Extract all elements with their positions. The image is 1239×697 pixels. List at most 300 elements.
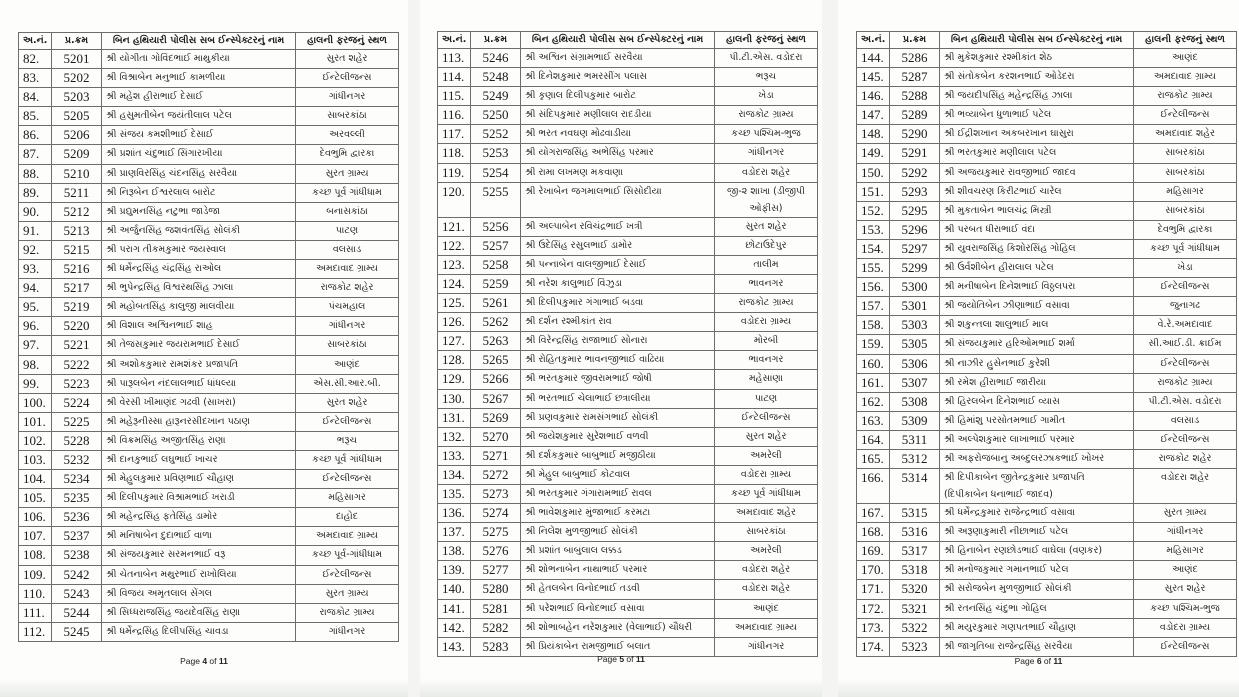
- table-row: [19, 450, 399, 469]
- order-code: 5281: [471, 599, 521, 618]
- posting-location: પાટણ: [296, 221, 399, 240]
- serial-number: 104.: [19, 470, 52, 489]
- table-row: [19, 546, 399, 565]
- table-row: [857, 561, 1237, 580]
- officer-name: શ્રી સંજયકુમાર સરમનભાઈ વરૂ: [102, 546, 296, 565]
- serial-number: 84.: [19, 88, 52, 107]
- col-header-posting: હાલની ફરજનું સ્થળ: [715, 32, 818, 49]
- serial-number: 156.: [857, 278, 890, 297]
- officer-name: શ્રી હેતલબેન વિનોદભાઈ તડવી: [521, 580, 715, 599]
- officer-name: શ્રી ભરતકુમાર ગંગારામભાઈ રાવલ: [521, 484, 715, 503]
- posting-location: અમરેલી: [715, 542, 818, 561]
- order-code: 5244: [52, 603, 102, 622]
- serial-number: 168.: [857, 523, 890, 542]
- table-row: [857, 144, 1237, 163]
- posting-location: રાજકોટ ગ્રામ્ય: [1134, 373, 1237, 392]
- serial-number: 112.: [19, 622, 52, 641]
- posting-location: સાબરકાંઠા: [296, 107, 399, 126]
- table-row: [857, 297, 1237, 316]
- posting-location: સાબરકાંઠા: [715, 523, 818, 542]
- serial-number: 107.: [19, 527, 52, 546]
- officer-name: શ્રી યુવરાજસિંહ કિશોરસિંહ ગોહિલ: [940, 239, 1134, 258]
- serial-number: 170.: [857, 561, 890, 580]
- order-code: 5261: [471, 294, 521, 313]
- serial-number: 142.: [438, 618, 471, 637]
- order-code: 5288: [890, 87, 940, 106]
- officer-table: [856, 31, 1237, 657]
- table-row: [857, 68, 1237, 87]
- serial-number: 95.: [19, 298, 52, 317]
- order-code: 5223: [52, 374, 102, 393]
- officer-name: શ્રી યોગીતા ગોવિંદભાઈ માથુકીયા: [102, 50, 296, 69]
- table-row: [19, 107, 399, 126]
- table-row: [857, 504, 1237, 523]
- table-row: [19, 50, 399, 69]
- posting-location: સાબરકાંઠા: [1134, 144, 1237, 163]
- document-page-5: [420, 0, 822, 697]
- officer-name: શ્રી ભરતકુમાર મણીલાલ પટેલ: [940, 144, 1134, 163]
- officer-name: શ્રી મહેરૂનીસ્સા હારૂનરસીદખાન પઠાણ: [102, 412, 296, 431]
- table-row: [19, 527, 399, 546]
- order-code: 5289: [890, 106, 940, 125]
- order-code: 5246: [471, 49, 521, 68]
- officer-name: શ્રી વિશાલ અશ્વિનભાઈ શાહ: [102, 317, 296, 336]
- order-code: 5201: [52, 50, 102, 69]
- serial-number: 135.: [438, 484, 471, 503]
- footer-total-pages: 11: [635, 654, 645, 664]
- table-row: [857, 637, 1237, 656]
- posting-location: ઈન્ટેલીજન્સ: [715, 408, 818, 427]
- serial-number: 109.: [19, 565, 52, 584]
- posting-location: ગાંધીનગર: [715, 144, 818, 163]
- order-code: 5219: [52, 298, 102, 317]
- footer-prefix: Page: [1014, 656, 1037, 666]
- order-code: 5277: [471, 561, 521, 580]
- order-code: 5272: [471, 465, 521, 484]
- order-code: 5305: [890, 335, 940, 354]
- posting-location: ઈન્ટેલીજન્સ: [1134, 106, 1237, 125]
- table-row: [438, 87, 818, 106]
- officer-name: શ્રી ભરતભાઈ ચેલાભાઈ છત્રાલીયા: [521, 389, 715, 408]
- posting-location: ભરૂચ: [715, 68, 818, 87]
- posting-location: સુરત શહેર: [296, 50, 399, 69]
- posting-location: અમદાવાદ ગ્રામ્ય: [296, 527, 399, 546]
- posting-location: સુરત ગ્રામ્ય: [296, 584, 399, 603]
- col-header-name: બિન હથિયારી પોલીસ સબ ઈન્સ્પેક્ટરનું નામ: [521, 32, 715, 49]
- posting-location: ઈન્ટેલીજન્સ: [1134, 637, 1237, 656]
- table-row: [438, 408, 818, 427]
- posting-location: રાજકોટ ગ્રામ્ય: [715, 106, 818, 125]
- table-row: [857, 87, 1237, 106]
- order-code: 5253: [471, 144, 521, 163]
- posting-location: રાજકોટ ગ્રામ્ય: [1134, 87, 1237, 106]
- serial-number: 86.: [19, 126, 52, 145]
- order-code: 5259: [471, 274, 521, 293]
- officer-name: શ્રી નિરૂબેન ઈશ્વરલાલ બારોટ: [102, 183, 296, 202]
- serial-number: 83.: [19, 69, 52, 88]
- order-code: 5267: [471, 389, 521, 408]
- order-code: 5299: [890, 259, 940, 278]
- order-code: 5269: [471, 408, 521, 427]
- posting-location: કચ્છ પશ્ચિમ-ભુજ: [715, 125, 818, 144]
- order-code: 5317: [890, 542, 940, 561]
- posting-location: સુરત શહેર: [296, 393, 399, 412]
- serial-number: 90.: [19, 202, 52, 221]
- serial-number: 148.: [857, 125, 890, 144]
- order-code: 5271: [471, 446, 521, 465]
- officer-name: શ્રી હિરલબેન દિનેશભાઈ વ્યાસ: [940, 392, 1134, 411]
- serial-number: 167.: [857, 504, 890, 523]
- posting-location: અમદાવાદ ગ્રામ્ય: [296, 260, 399, 279]
- officer-name: શ્રી મહોબતસિંહ કાલુજી માલવીયા: [102, 298, 296, 317]
- table-row: [438, 542, 818, 561]
- order-code: 5215: [52, 240, 102, 259]
- order-code: 5249: [471, 87, 521, 106]
- table-row: [19, 183, 399, 202]
- table-row: [438, 274, 818, 293]
- order-code: 5323: [890, 637, 940, 656]
- officer-name: શ્રી અલ્પેશકુમાર લાખાભાઈ પરમાર: [940, 430, 1134, 449]
- officer-name: શ્રી પ્રિયંકાબેન રામજીભાઈ બલાત: [521, 637, 715, 656]
- posting-location: ઈન્ટેલીજન્સ: [296, 565, 399, 584]
- posting-location: અમદાવાદ ગ્રામ્ય: [1134, 68, 1237, 87]
- order-code: 5258: [471, 255, 521, 274]
- officer-name: શ્રી મુકતાબેન ભાલચંદ્ર મિસ્ત્રી: [940, 201, 1134, 220]
- order-code: 5321: [890, 599, 940, 618]
- officer-name: શ્રી પરેશભાઈ વિનોદભાઈ વસાવા: [521, 599, 715, 618]
- serial-number: 92.: [19, 240, 52, 259]
- table-row: [438, 144, 818, 163]
- posting-location: સુરત શહેર: [715, 217, 818, 236]
- order-code: 5322: [890, 618, 940, 637]
- serial-number: 123.: [438, 255, 471, 274]
- officer-name: શ્રી અશ્વિન સંગ્રામભાઈ સરવૈયા: [521, 49, 715, 68]
- table-row: [857, 599, 1237, 618]
- serial-number: 131.: [438, 408, 471, 427]
- order-code: 5309: [890, 411, 940, 430]
- posting-location: મહિસાગર: [1134, 542, 1237, 561]
- order-code: 5203: [52, 88, 102, 107]
- officer-name: શ્રી મેહુલ બાબુભાઈ કોટવાલ: [521, 465, 715, 484]
- serial-number: 114.: [438, 68, 471, 87]
- posting-location: ઈન્ટેલીજન્સ: [1134, 430, 1237, 449]
- posting-location: ગાંધીનગર: [296, 622, 399, 641]
- serial-number: 102.: [19, 431, 52, 450]
- order-code: 5275: [471, 523, 521, 542]
- serial-number: 98.: [19, 355, 52, 374]
- posting-location: આણંદ: [1134, 49, 1237, 68]
- posting-location: સુરત ગ્રામ્ય: [1134, 504, 1237, 523]
- officer-name: શ્રી ઉદેસિંહ રસુલભાઈ ડામોર: [521, 236, 715, 255]
- table-header-row: [438, 32, 818, 49]
- serial-number: 97.: [19, 336, 52, 355]
- table-row: [857, 239, 1237, 258]
- officer-name: શ્રી મહેશ હીરાભાઈ દેસાઈ: [102, 88, 296, 107]
- table-row: [19, 202, 399, 221]
- serial-number: 163.: [857, 411, 890, 430]
- order-code: 5242: [52, 565, 102, 584]
- serial-number: 111.: [19, 603, 52, 622]
- order-code: 5290: [890, 125, 940, 144]
- officer-name: શ્રી હસુમતીબેન જયંતીલાલ પટેલ: [102, 107, 296, 126]
- posting-location: અમરેલી: [715, 446, 818, 465]
- officer-name: શ્રી પ્રદ્યુમનસિંહ નટુભા જાડેજા: [102, 202, 296, 221]
- officer-name: શ્રી મયુરકુમાર ગણપતભાઈ ચૌહાણ: [940, 618, 1134, 637]
- table-row: [438, 618, 818, 637]
- serial-number: 169.: [857, 542, 890, 561]
- serial-number: 126.: [438, 313, 471, 332]
- serial-number: 122.: [438, 236, 471, 255]
- table-row: [19, 470, 399, 489]
- posting-location: મહેસાણા: [715, 370, 818, 389]
- officer-name: શ્રી વેરસી ખીમાણંદ ગઢવી (સાખરા): [102, 393, 296, 412]
- posting-location: અમદાવાદ ગ્રામ્ય: [715, 618, 818, 637]
- posting-location: આણંદ: [296, 355, 399, 374]
- officer-name: શ્રી જાગૃતિબા રાજેન્દ્રસિંહ સરવૈયા: [940, 637, 1134, 656]
- posting-location: છોટાઉદેપુર: [715, 236, 818, 255]
- footer-page-number: 6: [1036, 656, 1042, 666]
- officer-name: શ્રી હિમાંશુ પરસોતમભાઈ ગામીત: [940, 411, 1134, 430]
- table-row: [857, 335, 1237, 354]
- officer-name: શ્રી દાનકુભાઈ લઘુભાઈ ખાચર: [102, 450, 296, 469]
- table-row: [19, 298, 399, 317]
- table-row: [438, 599, 818, 618]
- posting-location: કચ્છ પૂર્વ ગાંધીધામ: [715, 484, 818, 503]
- table-row: [438, 427, 818, 446]
- order-code: 5236: [52, 508, 102, 527]
- order-code: 5243: [52, 584, 102, 603]
- table-row: [857, 259, 1237, 278]
- order-code: 5245: [52, 622, 102, 641]
- posting-location: અરવલ્લી: [296, 126, 399, 145]
- table-row: [19, 164, 399, 183]
- officer-name: શ્રી ઈદ્રીશખાન અકબરખાન ઘાસુરા: [940, 125, 1134, 144]
- serial-number: 113.: [438, 49, 471, 68]
- table-row: [857, 163, 1237, 182]
- table-row: [857, 106, 1237, 125]
- officer-name: શ્રી સંદિપકુમાર મણીલાલ રાદડીયા: [521, 106, 715, 125]
- posting-location: વલસાડ: [1134, 411, 1237, 430]
- order-code: 5297: [890, 239, 940, 258]
- posting-location: દાહોદ: [296, 508, 399, 527]
- posting-location: આણંદ: [1134, 561, 1237, 580]
- table-row: [438, 332, 818, 351]
- footer-page-number: 4: [202, 656, 208, 666]
- posting-location: ઈન્ટેલીજન્સ: [296, 69, 399, 88]
- serial-number: 132.: [438, 427, 471, 446]
- officer-name: શ્રી ઉર્વશીબેન હીરાલાલ પટેલ: [940, 259, 1134, 278]
- posting-location: સાબરકાંઠા: [1134, 201, 1237, 220]
- serial-number: 173.: [857, 618, 890, 637]
- officer-name: શ્રી દર્શન રશ્મીકાંત રાવ: [521, 313, 715, 332]
- order-code: 5283: [471, 637, 521, 656]
- posting-location: કચ્છ પશ્ચિમ-ભુજ: [1134, 599, 1237, 618]
- serial-number: 149.: [857, 144, 890, 163]
- order-code: 5209: [52, 145, 102, 164]
- serial-number: 106.: [19, 508, 52, 527]
- officer-name: શ્રી મહેન્દ્રસિંહ ફતેસિંહ ડામોર: [102, 508, 296, 527]
- posting-location: અમદાવાદ શહેર: [715, 504, 818, 523]
- posting-location: વડોદરા શહેર: [1134, 469, 1237, 504]
- table-row: [857, 430, 1237, 449]
- table-row: [857, 580, 1237, 599]
- officer-name: શ્રી હિનાબેન રણછોડભાઈ વાઘેલા (વણકર): [940, 542, 1134, 561]
- table-row: [19, 145, 399, 164]
- serial-number: 116.: [438, 106, 471, 125]
- table-row: [438, 294, 818, 313]
- posting-location: વડોદરા શહેર: [715, 163, 818, 182]
- document-page-4: [0, 0, 408, 697]
- posting-location: ગાંધીનગર: [296, 88, 399, 107]
- posting-location: પી.ટી.એસ. વડોદરા: [1134, 392, 1237, 411]
- table-row: [19, 431, 399, 450]
- table-row: [438, 236, 818, 255]
- order-code: 5235: [52, 489, 102, 508]
- posting-location: મોરબી: [715, 332, 818, 351]
- officer-name: શ્રી ધર્મેન્દ્રકુમાર રાજેન્દ્રભાઈ વસાવા: [940, 504, 1134, 523]
- serial-number: 174.: [857, 637, 890, 656]
- table-row: [438, 351, 818, 370]
- order-code: 5282: [471, 618, 521, 637]
- table-row: [19, 126, 399, 145]
- officer-name: શ્રી પરાગ તીકમકુમાર જયસ્વાલ: [102, 240, 296, 259]
- officer-name: શ્રી ધર્મેન્દ્રસિંહ દિલીપસિંહ ચાવડા: [102, 622, 296, 641]
- order-code: 5286: [890, 49, 940, 68]
- officer-name: શ્રી શીવચરણ કિરીટભાઈ ચારેલ: [940, 182, 1134, 201]
- order-code: 5237: [52, 527, 102, 546]
- table-row: [857, 220, 1237, 239]
- order-code: 5252: [471, 125, 521, 144]
- order-code: 5206: [52, 126, 102, 145]
- table-row: [19, 336, 399, 355]
- posting-location: વડોદરા શહેર: [715, 580, 818, 599]
- officer-name: શ્રી પારૂલબેન નંદલાલભાઈ ધાંધલ્યા: [102, 374, 296, 393]
- serial-number: 100.: [19, 393, 52, 412]
- footer-of: of: [624, 654, 636, 664]
- order-code: 5265: [471, 351, 521, 370]
- posting-location: રાજકોટ ગ્રામ્ય: [296, 603, 399, 622]
- officer-name: શ્રી દિપીકાબેન જીતેન્દ્રકુમાર પ્રજાપતિ (દિપીકાબેન ધનાભાઈ જાદવ): [940, 469, 1134, 504]
- posting-location: કચ્છ પૂર્વ ગાંધીધામ: [1134, 239, 1237, 258]
- officer-name: શ્રી શકુન્તલા શાલુભાઈ માલ: [940, 316, 1134, 335]
- posting-location: પી.ટી.એસ. વડોદરા: [715, 49, 818, 68]
- order-code: 5211: [52, 183, 102, 202]
- order-code: 5234: [52, 470, 102, 489]
- serial-number: 101.: [19, 412, 52, 431]
- officer-name: શ્રી તેજસકુમાર જયરામભાઈ દેસાઈ: [102, 336, 296, 355]
- serial-number: 150.: [857, 163, 890, 182]
- table-row: [438, 255, 818, 274]
- table-row: [19, 69, 399, 88]
- order-code: 5295: [890, 201, 940, 220]
- col-header-serial: અ.નં.: [857, 32, 890, 49]
- posting-location: પાટણ: [715, 389, 818, 408]
- officer-name: શ્રી મનોજકુમાર ગમાનભાઈ પટેલ: [940, 561, 1134, 580]
- page-footer: [838, 656, 1239, 666]
- posting-location: અમદાવાદ શહેર: [1134, 125, 1237, 144]
- col-header-code: પ્ર.ક્રમ: [52, 33, 102, 50]
- table-row: [857, 542, 1237, 561]
- serial-number: 164.: [857, 430, 890, 449]
- order-code: 5256: [471, 217, 521, 236]
- serial-number: 153.: [857, 220, 890, 239]
- col-header-name: બિન હથિયારી પોલીસ સબ ઈન્સ્પેક્ટરનું નામ: [940, 32, 1134, 49]
- order-code: 5238: [52, 546, 102, 565]
- officer-name: શ્રી મેહુલકુમાર પ્રવિણભાઈ ચૌહાણ: [102, 470, 296, 489]
- order-code: 5224: [52, 393, 102, 412]
- posting-location: સી.આઈ.ડી. ક્રાઈમ: [1134, 335, 1237, 354]
- serial-number: 121.: [438, 217, 471, 236]
- serial-number: 125.: [438, 294, 471, 313]
- serial-number: 155.: [857, 259, 890, 278]
- posting-location: ઈન્ટેલીજન્સ: [1134, 354, 1237, 373]
- table-row: [857, 316, 1237, 335]
- posting-location: ઈન્ટેલીજન્સ: [1134, 278, 1237, 297]
- posting-location: કચ્છ પૂર્વ ગાંધીધામ: [296, 183, 399, 202]
- serial-number: 137.: [438, 523, 471, 542]
- serial-number: 165.: [857, 449, 890, 468]
- posting-location: વલસાડ: [296, 240, 399, 259]
- posting-location: ખેડા: [1134, 259, 1237, 278]
- serial-number: 118.: [438, 144, 471, 163]
- officer-name: શ્રી મનિષાબેન દુદાભાઈ વાળા: [102, 527, 296, 546]
- table-row: [19, 240, 399, 259]
- officer-name: શ્રી સંજય કમશીભાઈ દેસાઈ: [102, 126, 296, 145]
- serial-number: 157.: [857, 297, 890, 316]
- serial-number: 140.: [438, 580, 471, 599]
- col-header-posting: હાલની ફરજનું સ્થળ: [1134, 32, 1237, 49]
- posting-location: ઈન્ટેલીજન્સ: [296, 412, 399, 431]
- table-row: [19, 88, 399, 107]
- order-code: 5291: [890, 144, 940, 163]
- serial-number: 154.: [857, 239, 890, 258]
- order-code: 5300: [890, 278, 940, 297]
- posting-location: ભાવનગર: [715, 351, 818, 370]
- officer-name: શ્રી સિધ્ધરાજસિંહ જયદેવસિંહ રાણા: [102, 603, 296, 622]
- serial-number: 124.: [438, 274, 471, 293]
- order-code: 5225: [52, 412, 102, 431]
- order-code: 5232: [52, 450, 102, 469]
- order-code: 5292: [890, 163, 940, 182]
- table-row: [19, 412, 399, 431]
- serial-number: 89.: [19, 183, 52, 202]
- col-header-serial: અ.નં.: [19, 33, 52, 50]
- serial-number: 172.: [857, 599, 890, 618]
- serial-number: 93.: [19, 260, 52, 279]
- posting-location: બનાસકાંઠા: [296, 202, 399, 221]
- posting-location: રાજકોટ શહેર: [1134, 449, 1237, 468]
- footer-prefix: Page: [597, 654, 620, 664]
- posting-location: સાબરકાંઠા: [296, 336, 399, 355]
- order-code: 5220: [52, 317, 102, 336]
- order-code: 5262: [471, 313, 521, 332]
- serial-number: 134.: [438, 465, 471, 484]
- order-code: 5250: [471, 106, 521, 125]
- officer-name: શ્રી અજયકુમાર રાવજીભાઈ જાદવ: [940, 163, 1134, 182]
- table-row: [438, 182, 818, 217]
- posting-location: દેવભુમિ દ્વારકા: [1134, 220, 1237, 239]
- officer-name: શ્રી પરબત ધીરાભાઈ વંદા: [940, 220, 1134, 239]
- table-row: [857, 182, 1237, 201]
- officer-name: શ્રી અલ્પાબેન રવિચંદ્રભાઈ ખત્રી: [521, 217, 715, 236]
- officer-name: શ્રી પ્રશાંત બાબુલાલ લક્કડ: [521, 542, 715, 561]
- order-code: 5273: [471, 484, 521, 503]
- serial-number: 85.: [19, 107, 52, 126]
- serial-number: 117.: [438, 125, 471, 144]
- serial-number: 136.: [438, 504, 471, 523]
- order-code: 5276: [471, 542, 521, 561]
- col-header-serial: અ.નં.: [438, 32, 471, 49]
